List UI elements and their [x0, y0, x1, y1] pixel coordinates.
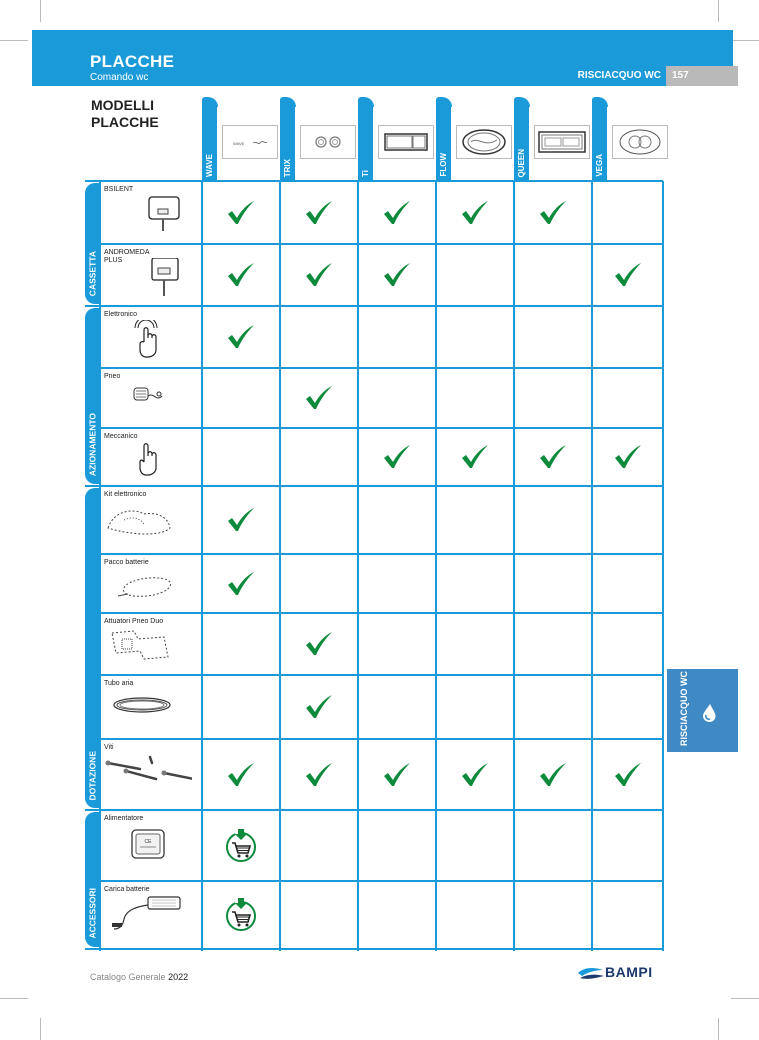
group-tab-azionamento: [85, 308, 100, 484]
check-mark-icon: [538, 444, 568, 470]
row-image: [104, 500, 192, 555]
svg-text:WAVE: WAVE: [233, 141, 245, 146]
check-mark-icon: [226, 262, 256, 288]
group-label: AZIONAMENTO: [87, 412, 98, 476]
group-label: DOTAZIONE: [87, 750, 98, 800]
table-title: [91, 97, 159, 131]
row-image: [104, 258, 192, 307]
check-mark-icon: [382, 444, 412, 470]
grid-line-vertical: [591, 181, 593, 951]
crop-mark: [0, 40, 28, 41]
crop-mark: [718, 1018, 719, 1040]
check-mark-icon: [304, 762, 334, 788]
check-mark-icon: [613, 444, 643, 470]
side-tab: [667, 669, 738, 752]
check-mark-icon: [226, 200, 256, 226]
section-label: RISCIACQUO WC: [577, 70, 661, 81]
check-mark-icon: [304, 631, 334, 657]
row-label: ANDROMEDA PLUS: [104, 249, 150, 264]
plate-image-trix: [300, 125, 356, 159]
check-mark-icon: [382, 200, 412, 226]
row-image: [104, 382, 192, 429]
check-mark-icon: [538, 762, 568, 788]
crop-mark: [40, 1018, 41, 1040]
group-label: CASSETTA: [87, 250, 98, 296]
check-mark-icon: [538, 200, 568, 226]
check-mark-icon: [382, 262, 412, 288]
footer-catalog: [90, 972, 188, 982]
cart-download-icon: [225, 828, 255, 862]
row-label: BSILENT: [104, 186, 134, 193]
check-mark-icon: [304, 262, 334, 288]
crop-mark: [731, 40, 759, 41]
grid-line-vertical: [435, 181, 437, 951]
row-label: Elettronico: [104, 311, 138, 318]
table-title-line1: MODELLI: [91, 97, 154, 113]
check-mark-icon: [226, 571, 256, 597]
row-label: Pneo: [104, 373, 121, 380]
grid-line-vertical: [357, 181, 359, 951]
row-image: [104, 320, 192, 369]
row-label: Meccanico: [104, 433, 138, 440]
page-title: PLACCHE: [90, 52, 175, 71]
column-label: VEGA: [595, 154, 604, 177]
grid-line-vertical: [513, 181, 515, 951]
row-label: Carica batterie: [104, 886, 150, 893]
crop-mark: [0, 998, 28, 999]
page-number: 157: [672, 70, 689, 81]
crop-mark: [731, 998, 759, 999]
group-tab-cassetta: [85, 183, 100, 304]
column-header-wave: [202, 97, 280, 181]
crop-mark: [718, 0, 719, 22]
column-label: WAVE: [205, 154, 214, 177]
side-tab-label: RISCIACQUO WC: [679, 671, 689, 746]
check-mark-icon: [304, 694, 334, 720]
page-subtitle: Comando wc: [90, 72, 149, 83]
plate-image-ti: [378, 125, 434, 159]
row-label: Pacco batterie: [104, 559, 149, 566]
check-mark-icon: [460, 444, 490, 470]
water-drop-icon: [700, 703, 718, 723]
row-image: [104, 442, 192, 487]
row-label: Attuatori Pneo Duo: [104, 618, 164, 625]
row-label: Tubo aria: [104, 680, 134, 687]
table-title-line2: PLACCHE: [91, 114, 159, 130]
column-label: FLOW: [439, 153, 448, 177]
row-label: Viti: [104, 744, 114, 751]
check-mark-icon: [382, 762, 412, 788]
brand-name: BAMPI: [605, 964, 653, 980]
grid-line-vertical: [201, 181, 203, 951]
group-tab-dotazione: [85, 488, 100, 808]
column-label: Ti: [361, 170, 370, 177]
row-image: [104, 568, 192, 614]
row-image: [104, 689, 192, 740]
check-mark-icon: [613, 762, 643, 788]
column-header-ti: [358, 97, 436, 181]
column-header-vega: [592, 97, 670, 181]
grid-line-vertical: [279, 181, 281, 951]
group-tab-accessori: [85, 812, 100, 947]
check-mark-icon: [226, 324, 256, 350]
cart-download-icon: [225, 897, 255, 931]
grid-line-horizontal: [85, 180, 663, 182]
column-header-queen: [514, 97, 592, 181]
check-mark-icon: [226, 762, 256, 788]
check-mark-icon: [226, 507, 256, 533]
grid-line-vertical: [662, 181, 664, 951]
plate-image-vega: [612, 125, 668, 159]
row-image: [104, 895, 192, 950]
row-label: Kit elettronico: [104, 491, 147, 498]
check-mark-icon: [304, 385, 334, 411]
row-image: [104, 753, 192, 811]
plate-image-queen: [534, 125, 590, 159]
svg-text:CE: CE: [144, 839, 152, 845]
row-image: [104, 627, 192, 676]
check-mark-icon: [460, 200, 490, 226]
plate-image-wave: [222, 125, 278, 159]
footer-catalog-label: Catalogo Generale: [90, 972, 166, 982]
column-label: TRIX: [283, 158, 292, 177]
group-label: ACCESSORI: [87, 888, 98, 939]
footer-year: 2022: [168, 972, 189, 982]
row-image: [104, 824, 192, 882]
column-label: QUEEN: [517, 148, 526, 177]
bampi-logo-icon: [576, 964, 606, 984]
row-label: Alimentatore: [104, 815, 144, 822]
check-mark-icon: [460, 762, 490, 788]
check-mark-icon: [613, 262, 643, 288]
column-header-flow: [436, 97, 514, 181]
plate-image-flow: [456, 125, 512, 159]
column-header-trix: [280, 97, 358, 181]
crop-mark: [40, 0, 41, 22]
row-image: [104, 195, 192, 245]
check-mark-icon: [304, 200, 334, 226]
